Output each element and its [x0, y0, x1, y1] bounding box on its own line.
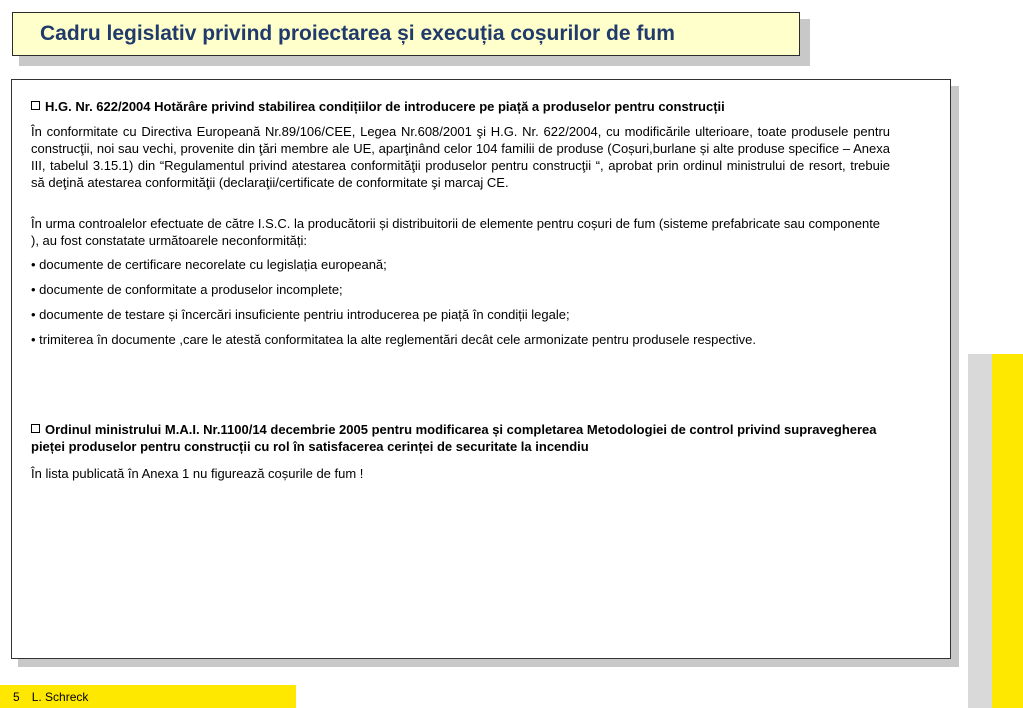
section2-heading-text: Ordinul ministrului M.A.I. Nr.1100/14 decembrie 2005 pentru modificarea și completarea Metodologiei de control privind supravegherea pieței produselor pentru construcții cu rol în satisfacerea cerinței de securitate la incendiu: [31, 422, 877, 454]
checkbox-square-icon: [31, 424, 40, 433]
title-box: [12, 12, 800, 56]
checkbox-square-icon: [31, 101, 40, 110]
decor-gray-bar: [968, 354, 992, 708]
bullet-item: • documente de testare și încercări insuficiente pentriu introducerea pe piață în condiții legale;: [31, 307, 570, 322]
section2-heading: [31, 421, 890, 455]
section1-intro: În urma controalelor efectuate de către I.S.C. la producătorii și distribuitorii de elemente pentru coșuri de fum (sisteme prefabricate sau componente ), au fost constatate următoarele neconformități:: [31, 216, 881, 248]
bullet-item: • documente de conformitate a produselor incomplete;: [31, 282, 343, 297]
section2-paragraph: În lista publicată în Anexa 1 nu figurează coșurile de fum !: [31, 466, 364, 481]
bullet-item: • documente de certificare necorelate cu legislația europeană;: [31, 257, 387, 272]
bullet-item: • trimiterea în documente ,care le atestă conformitatea la alte reglementări decât cele armonizate pentru produsele respective.: [31, 332, 756, 347]
footer-bar: [0, 685, 296, 708]
page-number: 5: [13, 689, 20, 704]
decor-yellow-bar: [992, 354, 1023, 708]
content-panel: [11, 79, 951, 659]
section1-heading: [31, 98, 890, 115]
slide-title: Cadru legislativ privind proiectarea și execuția coșurilor de fum: [40, 22, 675, 45]
footer-author: L. Schreck: [31, 689, 89, 704]
section1-heading-text: H.G. Nr. 622/2004 Hotărâre privind stabilirea condițiilor de introducere pe piață a produselor pentru construcții: [45, 99, 725, 114]
section1-paragraph: În conformitate cu Directiva Europeană Nr.89/106/CEE, Legea Nr.608/2001 şi H.G. Nr. 622/2004, cu modificările ulterioare, toate produsele pentru construcţii, noi sau vechi, provenite din ţări membre ale UE, aparţinând celor 104 familii de produse (Coșuri,burlane și alte produse specifice – Anexa III, tabelul 3.15.1) din “Regulamentul privind atestarea conformităţii produselor pentru construcţii “, aprobat prin ordinul ministrului de resort, trebuie să deţină atestarea conformităţii (declaraţii/certificate de conformitate şi marcaj CE.: [31, 124, 890, 190]
